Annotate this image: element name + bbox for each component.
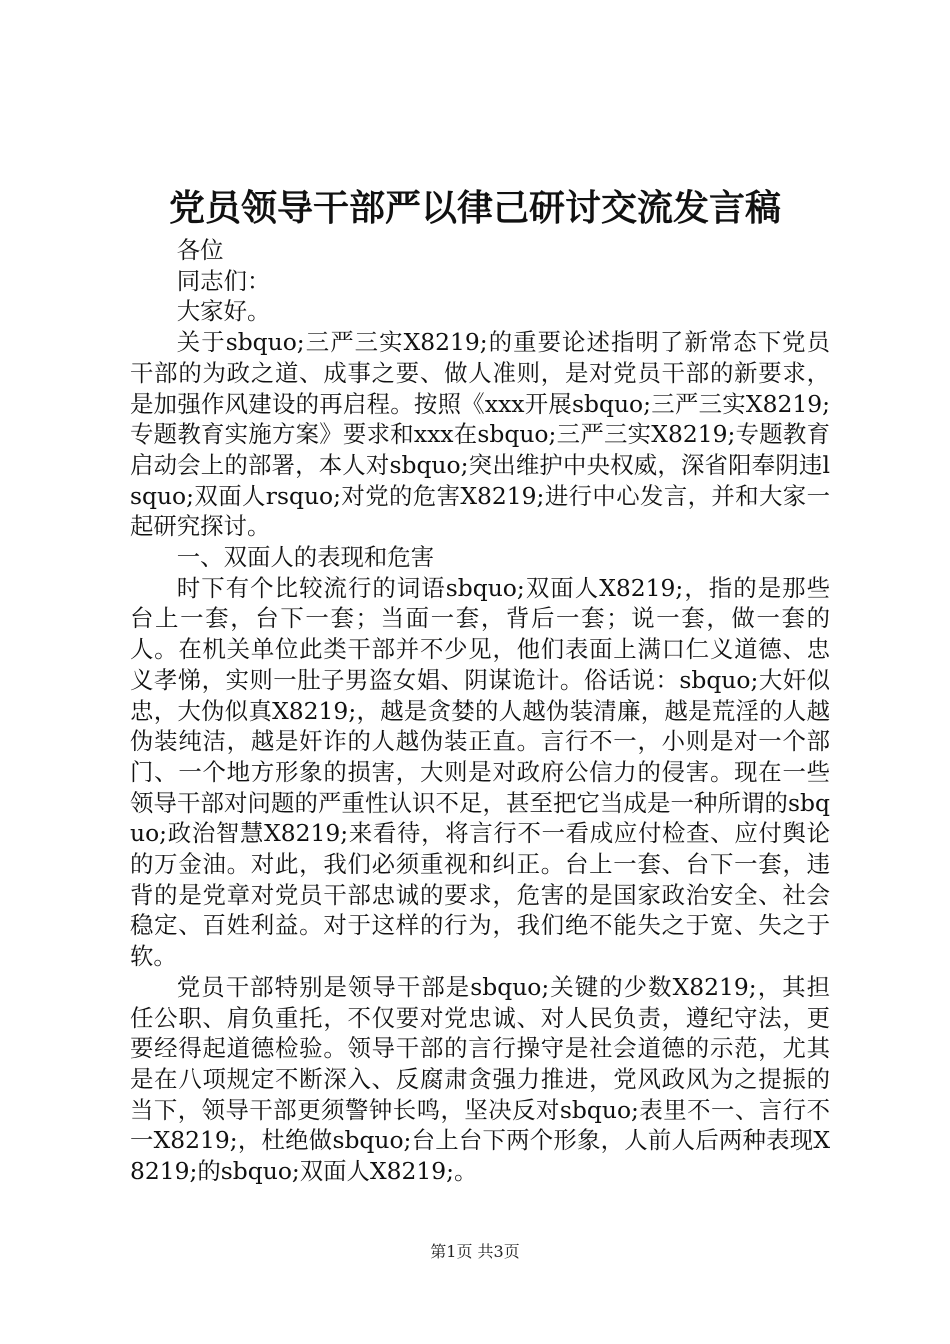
intro-paragraph: 关于sbquo;三严三实X8219;的重要论述指明了新常态下党员干部的为政之道、成事之要、做人准则，是对党员干部的新要求，是加强作风建设的再启程。按照《xxx开展sbquo;三严三实X8219;专题教育实施方案》要求和xxx在sbquo;三严三实X8219;专题教育启动会上的部署，本人对sbquo;突出维护中央权威，深省阳奉阴违lsquo;双面人rsquo;对党的危害X8219;进行中心发言，并和大家一起研究探讨。	[130, 328, 830, 541]
salutation-line-1: 各位	[176, 236, 224, 264]
document-body	[130, 235, 830, 1187]
body-paragraph: 党员干部特别是领导干部是sbquo;关键的少数X8219;，其担任公职、肩负重托，不仅要对党忠诚、对人民负责，遵纪守法，更要经得起道德检验。领导干部的言行操守是社会道德的示范，尤其是在八项规定不断深入、反腐肃贪强力推进，党风政风为之提振的当下，领导干部更须警钟长鸣，坚决反对sbquo;表里不一、言行不一X8219;，杜绝做sbquo;台上台下两个形象，人前人后两种表现X8219;的sbquo;双面人X8219;。	[130, 972, 830, 1186]
greeting: 大家好。	[176, 297, 271, 326]
body-paragraph: 时下有个比较流行的词语sbquo;双面人X8219;，指的是那些台上一套，台下一套；当面一套，背后一套；说一套，做一套的人。在机关单位此类干部并不少见，他们表面上满口仁义道德、忠义孝悌，实则一肚子男盗女娼、阴谋诡计。俗话说：sbquo;大奸似忠，大伪似真X8219;，越是贪婪的人越伪装清廉，越是荒淫的人越伪装纯洁，越是奸诈的人越伪装正直。言行不一，小则是对一个部门、一个地方形象的损害，大则是对政府公信力的侵害。现在一些领导干部对问题的严重性认识不足，甚至把它当成是一种所谓的sbquo;政治智慧X8219;来看待，将言行不一看成应付检查、应付舆论的万金油。对此，我们必须重视和纠正。台上一套、台下一套，违背的是党章对党员干部忠诚的要求，危害的是国家政治安全、社会稳定、百姓利益。对于这样的行为，我们绝不能失之于宽、失之于软。	[130, 573, 830, 971]
page-number-footer: 第1页 共3页	[430, 1242, 520, 1261]
salutation-line-2: 同志们：	[176, 266, 271, 295]
section-heading: 一、双面人的表现和危害	[176, 543, 435, 572]
document-title: 党员领导干部严以律己研讨交流发言稿	[168, 187, 781, 229]
